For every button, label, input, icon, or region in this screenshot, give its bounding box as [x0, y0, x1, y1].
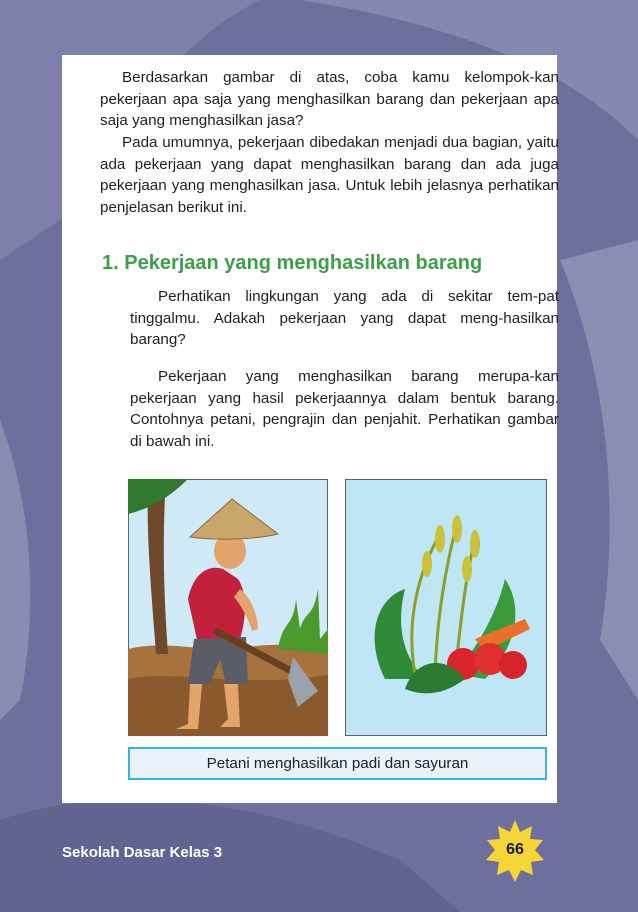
- paragraph-intro: Berdasarkan gambar di atas, coba kamu kelompok-kan pekerjaan apa saja yang menghasilkan barang dan pekerjaan apa saja yang menghasilkan jasa?: [100, 69, 559, 130]
- paragraph-explanation: Pada umumnya, pekerjaan dibedakan menjadi dua bagian, yaitu ada pekerjaan yang dapat menghasilkan barang dan ada juga pekerjaan yang menghasilkan jasa. Untuk lebih jelasnya perhatikan penjelasan berikut ini.: [100, 134, 559, 216]
- page-content: [62, 55, 557, 803]
- figure-caption-box: [128, 747, 547, 780]
- page-number: 66: [506, 841, 524, 858]
- section-heading: 1. Pekerjaan yang menghasilkan barang: [102, 252, 483, 274]
- figure-caption: Petani menghasilkan padi dan sayuran: [206, 755, 469, 772]
- book-title: Sekolah Dasar Kelas 3: [62, 844, 223, 861]
- paragraph-observe: Perhatikan lingkungan yang ada di sekitar tem-pat tinggalmu. Adakah pekerjaan yang dapat meng-hasilkan barang?: [130, 288, 559, 349]
- farmer-illustration: [128, 479, 328, 736]
- paragraph-definition: Pekerjaan yang menghasilkan barang merupa-kan pekerjaan yang hasil pekerjaannya dalam bentuk barang. Contohnya petani, pengrajin dan penjahit. Perhatikan gambar di bawah ini.: [130, 368, 559, 450]
- vegetables-illustration: [345, 479, 547, 736]
